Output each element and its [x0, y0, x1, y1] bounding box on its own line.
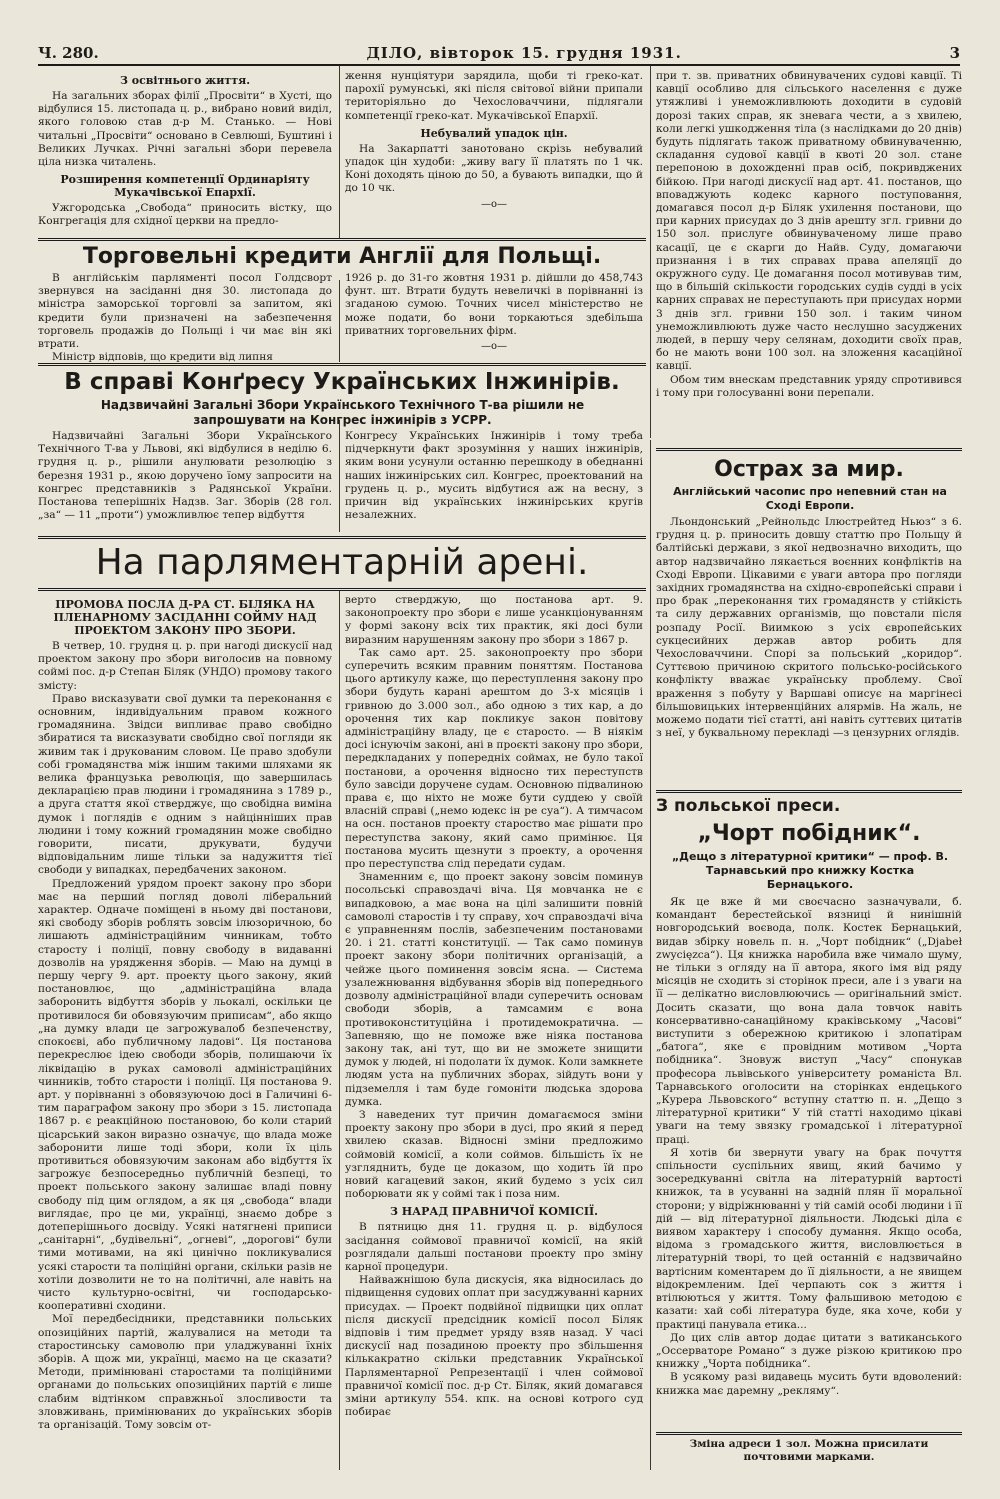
paragraph: Міністр відповів, що кредити від липня [52, 351, 273, 362]
divider-mark: —о— [480, 198, 508, 210]
paragraph: при т. зв. приватних обвинувачених судові кавції. Ті кавції особливо для сільського населення є дуже утяжливі і унеможливлюють доходити в судовій дорозі таких справ, як зневага чести, а з хвилею, коли легкі ушкодження тіла (з наслідками до 20 днів) будуть підлягать також приватному обвинуваченню, складання судової кавції в квоті 20 зол. стане перепоною в дохожденні прав осіб, покривджених бійкою. При нагоді дискусії над арт. 41. постанов, що вповаджують кодекс карного поступовання, домагався посол д-р Біляк ухилення постанови, що при карних присудах до 3 днів арешту згл. гривни до 150 зол. прислуге обвинуваченому лише право касації, це є скарги до Найв. Суду, домагаючи признання і в тих справах права апеляції до окружного суду. Це домагання посол мотивував тим, що в більшій скількости городських судів судді в усіх карних справах не переступають при присудах норми 3 днів згл. гривни 150 зол. і таким чином унеможливлюють дуже часто неслушно засуджених людей, в першу черу селянам, доходити своїх прав, бо не мають вони 100 зол. на зложення касаційної кавції. [656, 70, 962, 373]
parliament-left [38, 594, 332, 1470]
fear-headline: Острах за мир. [714, 457, 904, 482]
section-rule [38, 588, 646, 591]
paragraph: Найважнішою була дискусія, яка відносилась до підвищення судових оплат при засуджуванні карних присудах. — Проект подвійної підвищки цих оплат після дискусії предсідник комісії посол Біляк відповів і тим предмет уряду взяв назад. У часі дискусії над позадиною проекту про збільшення кількакратно скільки представник Української Парляментарної Репрезентації і член соймової правничої комісії пос. д-р Ст. Біляк, який домагався зміни артикулу 554. кпк. на основі котрого суд побирає [345, 1274, 643, 1419]
masthead-date: ДІЛО, вівторок 15. грудня 1931. [366, 44, 682, 62]
section-rule [656, 448, 962, 451]
trade-right [345, 272, 643, 362]
column-rule [650, 440, 651, 1470]
congress-deck: Надзвичайні Загальні Збори Українського Технічного Т-ва рішили не запрошувати на Конгрес інжинірів з УСРР. [100, 398, 585, 427]
column-rule [339, 420, 340, 532]
paragraph: Мої передбесідники, представники польських опозиційних партій, жалувалися на методи та старостинську самоволю при уладжуванні їхніх зборів. А щож ми, українці, маємо на це сказати? Методи, примінювані старостами та поліційними органами до польських опозиційних партій є лише слабим відтінком справжньої злосливости та зловживань, примінюваних до українських зборів та організацій. Тому зовсім от- [38, 1313, 332, 1431]
speech-subheading: ПРОМОВА ПОСЛА Д-РА СТ. БІЛЯКА НА ПЛЕНАРНОМУ ЗАСІДАННІ СОЙМУ НАД ПРОЕКТОМ ЗАКОНУ ПРО ЗБОРИ. [53, 598, 317, 637]
address-change-notice [656, 1438, 962, 1468]
fear-deck: Англійський часопис про непевний стан на Сході Европи. [673, 485, 947, 512]
section-rule [656, 1432, 962, 1435]
paragraph: Конгресу Українських Інжинірів і тому треба підчеркнути факт зрозуміння у наших інжинірів, яким вони усунули останню перешкоду в обеднанні наших інжинірських сил. Конгрес, проектований на грудень ц. р., мусить відбутися аж на весну, з причин від українських інжинірських кругів незалежних. [345, 430, 643, 522]
paragraph: Предложений урядом проект закону про збори має на перший погляд доволі ліберальний характер. Одначе поміщені в ньому дві постанови, які свободу зборів роблять зовсім ілюзоричною, бо лишають адміністраційним чинникам, тобто старосту і поліції, повну свободу в видаванні дозволів на урядження зборів. — Маю на думці в першу чергу 9. арт. проекту цього закону, який постановлює, що „адміністраційна влада заборонить відбуття зборів у льокалі, оскільки це противилося би обовязуючим приписам“, або якщо „на думку влади це загрожувалоб безпеченству, спокоєві, або публичному ладові“. Ця постанова перекреслює ідею свободи зборів, полишаючи їх ліквідацію в руках самоволі адміністраційних чинників, тобто старости і поліції. Ця постанова 9. арт. у порівнанні з обовязуючою досі в Галичині 6-тим параграфом закону про збори з 15. листопада 1867 р. є реакційною постановою, бо коли старий цісарський закон виразно означує, що влада може заборонити лише тоді збори, коли їх ціль противиться обовязуючим законам або відбуття їх загрожує безпосередньо публичній безпеці, то проект польського закону залишає владі повну свободу під цим оглядом, а як ця „свобода“ влади виглядає, про це ми, українці, знаємо добре з дотеперішнього досвіду. Усякі натягнені приписи „санітарні“, „будівельні“, „огневі“, „дорогові“ були тими мотивами, на які цинічно покликувалися усякі старости та поліційні органи, скільки разів не хотіли дозволити не то на політичні, але навіть на чисто культурно-освітні, чи господарсько-кооперативні сходини. [38, 877, 332, 1313]
paragraph: В англійськім парляменті посол Голдсворт звернувся на засіданні дня 30. листопада до міністра заморської торговлі за запитом, які кредити були призначені на забезпечення торговель продажів до Польщі і чи має він які втрати. [38, 272, 332, 351]
commission-subheading: З НАРАД ПРАВНИЧОЇ КОМІСІЇ. [389, 1205, 599, 1219]
paragraph: В усякому разі видавець мусить бути вдоволений: книжка має даремну „рекляму“. [656, 1371, 962, 1397]
paragraph: Надзвичайні Загальні Збори Українського Технічного Т-ва у Львові, які відбулися в неділю 6. грудня ц. р., рішили анулювати резолюцію з березня 1931 р., якою доручено їому запросити на конгрес представників з Радянської України. Постанова теперішніх Надзв. Заг. Зборів (28 гол. „за“ — 11 „проти“) уможливлює тепер відбуття [38, 430, 332, 522]
paragraph: Як це вже й ми своєчасно зазначували, б. командант берестейської вязниці й нинішній новгородський воєвода, полк. Костек Бернацький, видав збірку новель п. н. „Чорт побідник“ („Djabeł zwycięzca“). Ця книжка наробила вже чимало шуму, не тільки з огляду на її автора, якого імя від ряду місяців не сходить зі сторінок преси, але і з уваги на її — делікатно висловлюючись — оригінальний зміст. Досить сказати, що вона дала товчок навіть консервативно-санаційному краківському „Часові“ виступити з обережною критикою і злопатірам „батога“, яке є провідним мотивом „Чорта побідника“. Зновуж виступ „Часу“ спонукав професора львівського університету романіста Вл. Тарнавського оголосити на сторінках ендецького „Курера Львовского“ вступну статтю п. н. „Дещо з літературної критики“ У тій статті находимо цікаві уваги на тему звязку громадської і літературної праці. [656, 896, 962, 1146]
paragraph: Обом тим внескам представник уряду спротивився і тому при голосуванні вони перепали. [656, 373, 962, 399]
trade-headline: Торговельні кредити Англії для Польщі. [82, 244, 602, 269]
paragraph: 1926 р. до 31-го жовтня 1931 р. дійшли до 458,743 фунт. шт. Втрати будуть невеличкі в порівнанні із згаданою сумою. Точних чисел міністерство не може подати, бо вони торкаються здебільша приватних торговельних фірм. [345, 272, 643, 337]
paragraph: Так само арт. 25. законопроекту про збори суперечить всяким правним поняттям. Постанова цього артикулу каже, що переступлення закону про збори будуть карані арештом до 3-х місяців і гривною до 3.000 зол., або одною з тих кар, а до орочення тих кар покликує закон повітову адміністраційну владу, це є старосто. — В ніякім досі існуючім законі, ані в проєкті закону про збори, передкладаних у попередніх соймах, не було такої постанови, а орочення відносно тих переступств було завсіди доручене судам. Основною підвалиною права є, що ніхто не може бути суддею у своїй власній справі („немо юдекс ін ре суа“). А тимчасом на осн. постанов проекту староство має рішати про переступства закону, який само примінює. Ця постанова мусить щезнути з проекту, а орочення про переступства слід передати судам. [345, 646, 643, 871]
subheading: З освітнього життя. [119, 74, 251, 87]
paragraph: На загальних зборах філії „Просвіти“ в Хусті, що відбулися 15. листопада ц. р., вибрано новий виділ, якого головою став д-р М. Станько. — Нові читальні „Просвіти“ основано в Севлюші, Буштині і Великих Лучках. Річні загальні збори перевела ціла низка читалень. [38, 90, 332, 169]
section-rule [656, 790, 962, 793]
fear-body [656, 516, 962, 786]
paragraph: Право висказувати свої думки та переконання є основним, індивідуальним правом кожного громадянина. Звідси випливає право свобідно збиратися та висказувати свобідно свої погляди як живим так і друкованим словом. Це право здобули собі громадянства між іншим такими шляхами як велика французька революція, що завершилась декларацією прав людини і громадянина з 1789 р., а друга стаття якої стверджує, що свобідна виміна думок і поглядів є одним з найцінніших прав людини і тому кожний громадянин може свобідно говорити, писати, друкувати, будучи відповідальним лише тільки за надужиття тієї свободи у випадках, передбачених законом. [38, 692, 332, 877]
page-header [38, 38, 960, 66]
paragraph: верто стверджую, що постанова арт. 9. законопроекту про збори є лише усанкціонуванням у формі закону всіх тих практик, які досі були виразним нарушенням закону про збори з 1867 р. [345, 594, 643, 646]
column-rule [339, 590, 340, 1470]
congress-right [345, 430, 643, 534]
education-news [38, 70, 332, 236]
paragraph: В пятницю дня 11. грудня ц. р. відбулося засідання соймової правничої комісії, на якій розглядали дальші постанови проекту про зміну карної процедури. [345, 1221, 643, 1273]
devil-deck: „Дещо з літературної критики“ — проф. В. Тарнавський про книжку Костка Бернацького. [671, 850, 949, 891]
paragraph: До цих слів автор додає цитати з ватиканського „Оссерваторе Романо“ з дуже різкою критикою про книжку „Чорта побідника“. [656, 1331, 962, 1371]
congress-left [38, 430, 332, 534]
paragraph: На Закарпатті занотовано скрізь небувалий упадок цін худоби: „живу вагу її платять по 1 чк. Коні доходять ціною до 50, а бувають випадки, що й до 10 чк. [345, 142, 643, 195]
paragraph: Я хотів би звернути увагу на брак почуття спільности суспільних явищ, який бачимо у зосередкуванні світла на літературній вартості книжок, та в усуванні на задній плян її моральної сторони; у відріжнюванні у тій самій особі людини і її дій — від літературної діяльности. Людські діла є виявом характеру і способу думання. Якщо особа, відома з громадського життя, висловлюється в літературній творі, то цей останній є надзвичайно вартісним коментарем до її діяльности, а не явищем відокремленим. Ідеї черпають сок з життя і втілюються у життя. Тому фальшивою методою є казати: хай собі література буде, яка хоче, коби у практиці панувала етика... [656, 1146, 962, 1331]
devil-body [656, 896, 962, 1426]
section-rule [38, 536, 646, 539]
column-rule [339, 66, 340, 238]
column-rule [650, 66, 651, 438]
divider-mark: —о— [480, 341, 508, 353]
notice-text: Зміна адреси 1 зол. Можна присилати почтовими марками. [689, 1438, 929, 1464]
paragraph: В четвер, 10. грудня ц. р. при нагоді дискусії над проектом закону про збори виголосив на повному соймі пос. д-р Степан Біляк (УНДО) промову такого змісту: [38, 640, 332, 692]
subheading: Небувалий упадок цін. [420, 126, 568, 140]
paragraph: ження нунціятури зарядила, щоби ті греко-кат. парохії румунські, які після світової війни припали територіяльно до Чехословаччини, підлягали компетенції греко-кат. Мукачівської Епархії. [345, 70, 643, 122]
section-rule [38, 363, 646, 366]
paragraph: З наведених тут причин домагаємося зміни проекту закону про збори в дусі, про який я перед хвилею сказав. Відносні зміни предложимо соймовій комісії, а коли соймов. більшість їх не узгляднить, буде це доказом, що ходить їй про новий кагацевий закон, який будемо з усіх сил поборювати як у соймі так і поза ним. [345, 1108, 643, 1201]
page-number: 3 [949, 44, 960, 62]
parliament-middle [345, 594, 643, 1470]
price-decline-news [345, 70, 643, 236]
court-fees-continuation [656, 70, 962, 440]
devil-headline: „Чорт побідник“. [697, 821, 921, 846]
section-rule [38, 238, 646, 241]
paragraph: Ужгородська „Свобода“ приносить вістку, що Конгрегація для східної церкви на предло- [38, 202, 332, 228]
paragraph: Знаменним є, що проект закону зовсім поминув посольські справоздачі віча. Ця мовчанка не є випадковою, а має вона на цілі залишити повній самоволі старостів і ту справу, хоч справоздачі віча є управненням послів, забезпеченим постановами 20. і 21. статті конституції. — Так само поминув проект закону збори політичних організацій, а чейже цього поминення зовсім ясна. — Система узалежнювання відбування зборів від попереднього дозволу адміністраційної влади суперечить основам свободи зборів, а тамсамим є вона противоконституційна і протидемократична. — Запевняю, що не поможе вже ніяка постанова закону так, ані тут, що ви не зможете знищити думок у людей, ні подолати їх думок. Коли замкнете людям уста на публичних зборах, зійдуть вони у підземелля і там буде гомоніти людська здорова думка. [345, 871, 643, 1108]
trade-left [38, 272, 332, 362]
paragraph: Льондонський „Рейнольдс Ілюстрейтед Ньюз“ з 6. грудня ц. р. приносить довшу статтю про Польщу й балтійські держави, з якої недвозначно виходить, що автор надзвичайно лякається воєнних конфліктів на Сході Европи. Цікавими є уваги автора про погляди західних громадянства на східно-європейські справи і про брак „переконання тих громадянств у стійкість та силу державних організмів, що повстали після розпаду Росії. Виимкою з усіх європейських сукцесийних держав автор робить для Чехословаччини. Спорі за польський „коридор“. Суттєвою причиною скритого польсько-російського конфлікту вважає українську проблему. Свої враження з побуту у Варшаві описує на маргінесі більшовицьких інтервенційних алярмів. На жаль, не можемо подати тієї статті, ані навіть суттєвих цитатів з неї, у буквальному перекладі —з цензурних оглядів. [656, 516, 962, 740]
issue-number: Ч. 280. [38, 44, 99, 62]
subheading: Розширення компетенції Ординаріяту Мукачівської Епархії. [60, 173, 310, 200]
polish-section-title: З польської преси. [656, 796, 841, 816]
congress-headline: В справі Конґресу Українських Інжинірів. [64, 369, 620, 395]
column-rule [339, 280, 340, 362]
parliament-headline: На парляментарній арені. [95, 542, 589, 583]
